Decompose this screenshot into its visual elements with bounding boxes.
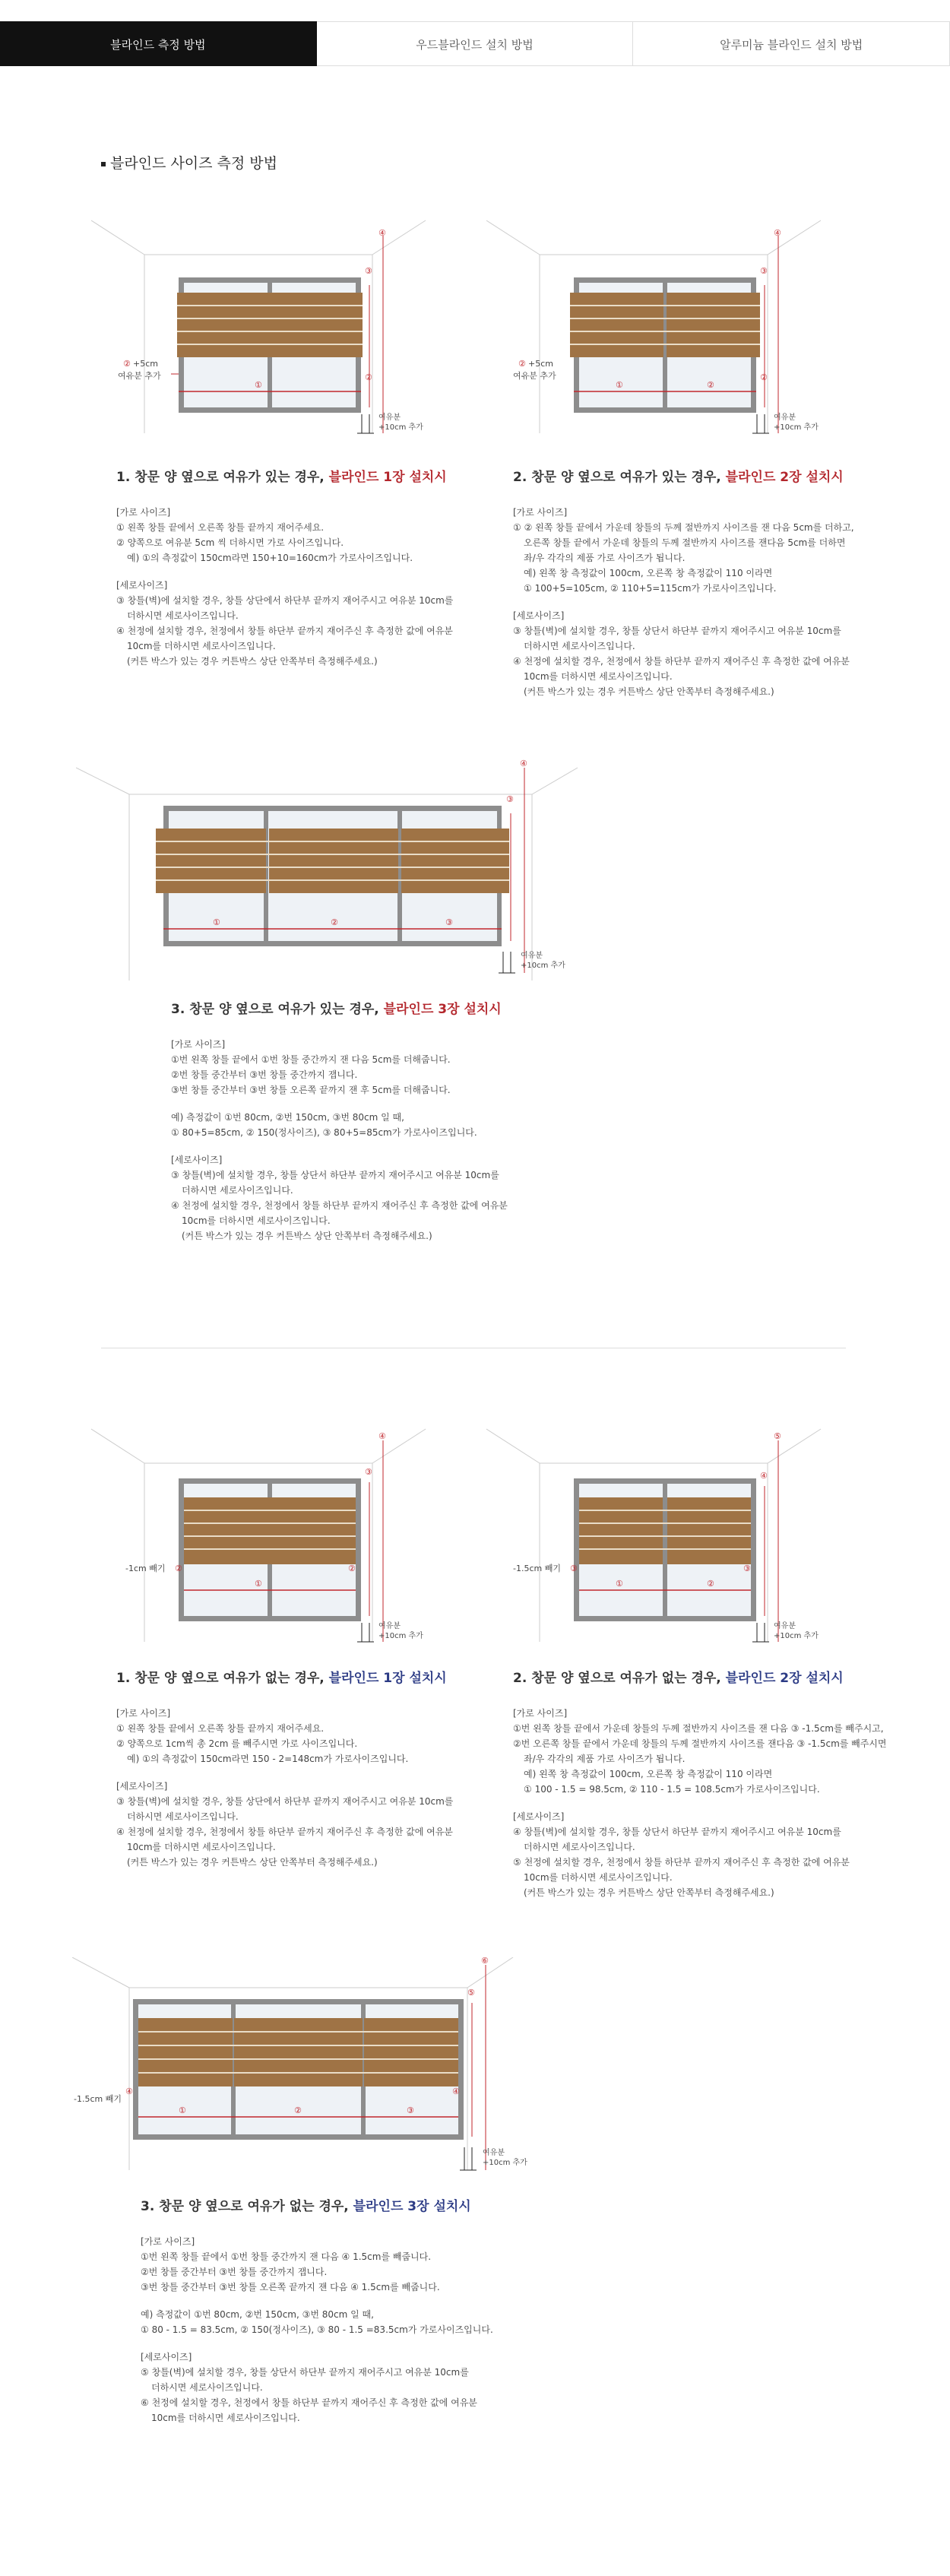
- label-circle-3b: ③: [506, 794, 514, 804]
- text-line: ②번 창틀 중간부터 ③번 창틀 중간까지 잽니다.: [141, 2267, 328, 2277]
- text-line: [가로 사이즈]: [116, 1708, 171, 1719]
- label-circle-3: ③: [760, 266, 768, 276]
- text-line: [세로사이즈]: [116, 580, 168, 591]
- text-line: 10cm를 더하시면 세로사이즈입니다.: [524, 1872, 673, 1883]
- text-line: 예) 측정값이 ①번 80cm, ②번 150cm, ③번 80cm 일 때,: [171, 1112, 404, 1123]
- label-circle-1: ①: [213, 917, 220, 927]
- diagram-2panel-margin: [486, 205, 844, 456]
- label-circle-1: ①: [616, 1579, 623, 1589]
- label-circle-3: ③: [570, 1564, 578, 1573]
- text-line: ③번 창틀 중간부터 ③번 창틀 오른쪽 끝까지 잰 다음 ④ 1.5cm를 빼줍니다.: [141, 2282, 440, 2292]
- label-circle-4: ④: [520, 759, 527, 768]
- text-line: ② 양쪽으로 여유분 5cm 씩 더하시면 가로 사이즈입니다.: [116, 537, 344, 548]
- label-circle-4: ④: [760, 1471, 768, 1481]
- text-line: ①번 왼쪽 창틀 끝에서 ①번 창틀 중간까지 잰 다음 5cm를 더해줍니다.: [171, 1054, 451, 1065]
- label-circle-3: ③: [365, 266, 372, 276]
- block-2panel-nomargin: [513, 1671, 887, 1900]
- label-circle-3: ③: [445, 917, 453, 927]
- diagram-1panel-margin: [91, 205, 448, 456]
- text-line: (커튼 박스가 있는 경우 커튼박스 상단 안쪽부터 측정해주세요.): [182, 1231, 432, 1241]
- label-plus5: +5cm: [528, 359, 553, 369]
- tab-bar: [0, 21, 950, 66]
- label-circle-4: ④: [378, 1431, 386, 1441]
- text-line: [가로 사이즈]: [116, 507, 171, 518]
- label-circle-1: ①: [179, 2105, 186, 2115]
- text-line: ⑥ 천정에 설치할 경우, 천정에서 창틀 하단부 끝까지 재어주신 후 측정한 값에 여유분: [141, 2397, 477, 2408]
- label-circle-2: ②: [707, 1579, 714, 1589]
- text-line: ① 왼쪽 창틀 끝에서 오른쪽 창틀 끝까지 재어주세요.: [116, 1723, 325, 1734]
- label-margin-extra: 여유분 추가: [118, 371, 161, 381]
- label-bottom-margin: 여유분: [483, 2149, 505, 2157]
- text-line: 좌/우 각각의 제품 가로 사이즈가 됩니다.: [524, 1754, 686, 1764]
- text-line: 10cm를 더하시면 세로사이즈입니다.: [151, 2413, 300, 2423]
- label-circle-1: ①: [255, 1579, 262, 1589]
- text-line: 더하시면 세로사이즈입니다.: [127, 610, 239, 621]
- text-line: ④ 천정에 설치할 경우, 천정에서 창틀 하단부 끝까지 재어주신 후 측정한 값에 여유분: [513, 656, 850, 667]
- label-circle-4: ④: [774, 228, 781, 238]
- label-plus5: +5cm: [133, 359, 158, 369]
- label-bottom-plus10: +10cm 추가: [774, 423, 819, 432]
- label-circle-1: ①: [616, 380, 623, 390]
- block-heading: 2. 창문 양 옆으로 여유가 없는 경우, 블라인드 2장 설치시: [513, 1671, 844, 1686]
- text-line: ①번 왼쪽 창틀 끝에서 가운데 창틀의 두께 절반까지 사이즈를 잰 다음 ③ -1.5cm를 빼주시고,: [513, 1723, 884, 1734]
- text-line: ④ 천정에 설치할 경우, 천정에서 창틀 하단부 끝까지 재어주신 후 측정한 값에 여유분: [116, 1827, 453, 1837]
- label-circle-6: ⑥: [481, 1957, 489, 1966]
- text-line: [가로 사이즈]: [513, 507, 568, 518]
- diagram-3panel-nomargin: [72, 1957, 559, 2185]
- tab-measure[interactable]: 블라인드 측정 방법: [0, 21, 317, 66]
- text-line: ① 80+5=85cm, ② 150(정사이즈), ③ 80+5=85cm가 가로사이즈입니다.: [171, 1127, 477, 1138]
- block-heading: 1. 창문 양 옆으로 여유가 없는 경우, 블라인드 1장 설치시: [116, 1671, 447, 1686]
- text-line: ③번 창틀 중간부터 ③번 창틀 오른쪽 끝까지 잰 후 5cm를 더해줍니다.: [171, 1085, 451, 1095]
- text-line: ① 왼쪽 창틀 끝에서 오른쪽 창틀 끝까지 재어주세요.: [116, 522, 325, 533]
- label-circle-2c: ②: [518, 359, 526, 369]
- text-line: 더하시면 세로사이즈입니다.: [524, 1842, 635, 1852]
- label-bottom-plus10: +10cm 추가: [483, 2159, 527, 2167]
- label-circle-3: ③: [407, 2105, 414, 2115]
- text-line: ①번 왼쪽 창틀 끝에서 ①번 창틀 중간까지 잰 다음 ④ 1.5cm를 빼줍니다.: [141, 2251, 432, 2262]
- text-line: 10cm를 더하시면 세로사이즈입니다.: [182, 1215, 331, 1226]
- text-line: ⑤ 천정에 설치할 경우, 천정에서 창틀 하단부 끝까지 재어주신 후 측정한 값에 여유분: [513, 1857, 850, 1868]
- label-bottom-plus10: +10cm 추가: [774, 1632, 819, 1640]
- block-2panel-margin: [513, 470, 854, 699]
- text-line: ② 양쪽으로 1cm씩 총 2cm 를 빼주시면 가로 사이즈입니다.: [116, 1738, 358, 1749]
- text-line: 더하시면 세로사이즈입니다.: [182, 1185, 293, 1196]
- tab-aluminum-install[interactable]: 알루미늄 블라인드 설치 방법: [633, 21, 950, 66]
- label-bottom-plus10: +10cm 추가: [378, 423, 423, 432]
- block-3panel-margin: [171, 1002, 508, 1244]
- label-circle-3b: ③: [743, 1564, 751, 1573]
- label-circle-2: ②: [331, 917, 338, 927]
- label-circle-2: ②: [294, 2105, 302, 2115]
- label-bottom-margin: 여유분: [521, 952, 543, 960]
- section-title: [101, 152, 277, 173]
- label-circle-2: ②: [707, 380, 714, 390]
- text-line: [가로 사이즈]: [513, 1708, 568, 1719]
- text-line: 예) 왼쪽 창 측정값이 100cm, 오른쪽 창 측정값이 110 이라면: [524, 568, 773, 578]
- label-minus1: -1cm 빼기: [125, 1564, 166, 1573]
- text-line: ③ 창틀(벽)에 설치할 경우, 창틀 상단서 하단부 끝까지 재어주시고 여유분 10cm를: [171, 1170, 499, 1180]
- text-line: ① 100+5=105cm, ② 110+5=115cm가 가로사이즈입니다.: [524, 583, 777, 594]
- text-line: ① 100 - 1.5 = 98.5cm, ② 110 - 1.5 = 108.5cm가 가로사이즈입니다.: [524, 1784, 820, 1795]
- text-line: [세로사이즈]: [116, 1781, 168, 1792]
- block-heading: 1. 창문 양 옆으로 여유가 있는 경우, 블라인드 1장 설치시: [116, 470, 447, 485]
- diagram-3panel-margin: [76, 753, 623, 996]
- text-line: 예) 왼쪽 창 측정값이 100cm, 오른쪽 창 측정값이 110 이라면: [524, 1769, 773, 1779]
- label-bottom-margin: 여유분: [774, 1622, 796, 1630]
- text-line: 10cm를 더하시면 세로사이즈입니다.: [127, 641, 276, 651]
- label-circle-2b: ②: [175, 1564, 182, 1573]
- diagram-2panel-nomargin: [486, 1414, 844, 1657]
- text-line: ④ 천정에 설치할 경우, 천정에서 창틀 하단부 끝까지 재어주신 후 측정한 값에 여유분: [171, 1200, 508, 1211]
- label-circle-4: ④: [125, 2086, 133, 2096]
- label-bottom-plus10: +10cm 추가: [521, 962, 565, 970]
- text-line: ③ 창틀(벽)에 설치할 경우, 창틀 상단에서 하단부 끝까지 재어주시고 여유분 10cm를: [116, 595, 454, 606]
- section-title-text: 블라인드 사이즈 측정 방법: [110, 155, 278, 172]
- text-line: [세로사이즈]: [513, 1811, 565, 1822]
- text-line: ① ② 왼쪽 창틀 끝에서 가운데 창틀의 두께 절반까지 사이즈를 잰 다음 5cm를 더하고,: [513, 522, 854, 533]
- text-line: ⑤ 창틀(벽)에 설치할 경우, 창틀 상단서 하단부 끝까지 재어주시고 여유분 10cm를: [141, 2367, 469, 2378]
- text-line: (커튼 박스가 있는 경우 커튼박스 상단 안쪽부터 측정해주세요.): [127, 656, 378, 667]
- text-line: [세로사이즈]: [141, 2352, 192, 2362]
- label-circle-2: ②: [365, 372, 372, 382]
- text-line: (커튼 박스가 있는 경우 커튼박스 상단 안쪽부터 측정해주세요.): [524, 1887, 774, 1898]
- text-line: 더하시면 세로사이즈입니다.: [127, 1811, 239, 1822]
- label-circle-2: ②: [348, 1564, 356, 1573]
- text-line: ②번 오른쪽 창틀 끝에서 가운데 창틀의 두께 절반까지 사이즈를 잰다음 ③ -1.5cm를 빼주시면: [513, 1738, 887, 1749]
- block-1panel-nomargin: [116, 1671, 453, 1870]
- block-heading: 3. 창문 양 옆으로 여유가 없는 경우, 블라인드 3장 설치시: [141, 2199, 471, 2214]
- block-heading: 3. 창문 양 옆으로 여유가 있는 경우, 블라인드 3장 설치시: [171, 1002, 502, 1017]
- block-heading: 2. 창문 양 옆으로 여유가 있는 경우, 블라인드 2장 설치시: [513, 470, 844, 485]
- tab-wood-install[interactable]: 우드블라인드 설치 방법: [317, 21, 634, 66]
- block-3panel-nomargin: [141, 2199, 493, 2425]
- label-bottom-margin: 여유분: [378, 413, 401, 422]
- text-line: [세로사이즈]: [171, 1155, 223, 1165]
- text-line: 더하시면 세로사이즈입니다.: [151, 2382, 263, 2393]
- text-line: 예) ①의 측정값이 150cm라면 150+10=160cm가 가로사이즈입니다.: [127, 553, 413, 563]
- text-line: 예) ①의 측정값이 150cm라면 150 - 2=148cm가 가로사이즈입니다.: [127, 1754, 409, 1764]
- text-line: ① 80 - 1.5 = 83.5cm, ② 150(정사이즈), ③ 80 - 1.5 =83.5cm가 가로사이즈입니다.: [141, 2324, 493, 2335]
- label-circle-3: ③: [365, 1467, 372, 1477]
- diagram-1panel-nomargin: [91, 1414, 448, 1657]
- label-circle-5: ⑤: [467, 1988, 475, 1998]
- text-line: (커튼 박스가 있는 경우 커튼박스 상단 안쪽부터 측정해주세요.): [127, 1857, 378, 1868]
- text-line: ④ 천정에 설치할 경우, 천정에서 창틀 하단부 끝까지 재어주신 후 측정한 값에 여유분: [116, 626, 453, 636]
- text-line: 더하시면 세로사이즈입니다.: [524, 641, 635, 651]
- text-line: ③ 창틀(벽)에 설치할 경우, 창틀 상단서 하단부 끝까지 재어주시고 여유분 10cm를: [513, 626, 841, 636]
- text-line: (커튼 박스가 있는 경우 커튼박스 상단 안쪽부터 측정해주세요.): [524, 686, 774, 697]
- text-line: 좌/우 각각의 제품 가로 사이즈가 됩니다.: [524, 553, 686, 563]
- text-line: ④ 창틀(벽)에 설치할 경우, 창틀 상단서 하단부 끝까지 재어주시고 여유분 10cm를: [513, 1827, 841, 1837]
- label-bottom-margin: 여유분: [378, 1622, 401, 1630]
- label-minus15: -1.5cm 빼기: [513, 1564, 561, 1573]
- block-1panel-margin: [116, 470, 453, 669]
- label-bottom-plus10: +10cm 추가: [378, 1632, 423, 1640]
- text-line: [세로사이즈]: [513, 610, 565, 621]
- text-line: ③ 창틀(벽)에 설치할 경우, 창틀 상단에서 하단부 끝까지 재어주시고 여유분 10cm를: [116, 1796, 454, 1807]
- label-circle-1: ①: [255, 380, 262, 390]
- text-line: 오른쪽 창틀 끝에서 가운데 창틀의 두께 절반까지 사이즈를 잰다음 5cm를 더하면: [524, 537, 846, 548]
- label-circle-4b: ④: [452, 2086, 460, 2096]
- text-line: 10cm를 더하시면 세로사이즈입니다.: [127, 1842, 276, 1852]
- text-line: 예) 측정값이 ①번 80cm, ②번 150cm, ③번 80cm 일 때,: [141, 2309, 374, 2320]
- text-line: [가로 사이즈]: [171, 1039, 226, 1050]
- label-bottom-margin: 여유분: [774, 413, 796, 422]
- label-circle-2b: ②: [760, 372, 768, 382]
- text-line: [가로 사이즈]: [141, 2236, 195, 2247]
- label-minus15: -1.5cm 빼기: [74, 2094, 122, 2104]
- label-circle-4: ④: [378, 228, 386, 238]
- text-line: ②번 창틀 중간부터 ③번 창틀 중간까지 잽니다.: [171, 1069, 358, 1080]
- label-circle-5: ⑤: [774, 1431, 781, 1441]
- label-circle-2b: ②: [123, 359, 131, 369]
- label-margin-extra: 여유분 추가: [513, 371, 556, 381]
- text-line: 10cm를 더하시면 세로사이즈입니다.: [524, 671, 673, 682]
